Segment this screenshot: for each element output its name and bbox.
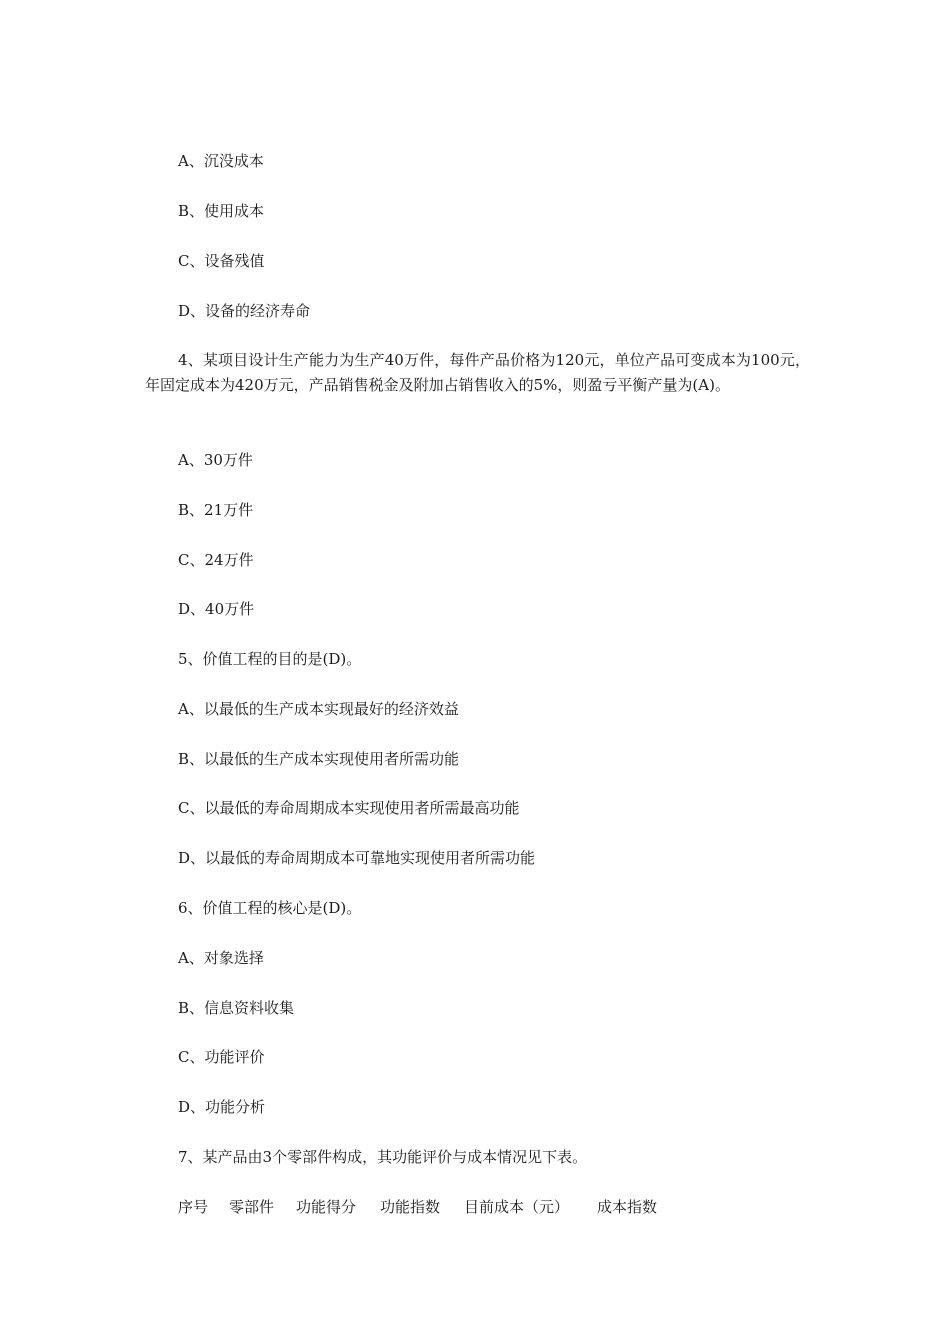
table-header-cell: 目前成本（元） [464, 1198, 570, 1216]
q3-option-b: B、使用成本 [178, 202, 265, 220]
table-header-cell: 功能得分 [296, 1198, 357, 1216]
table-header-cell: 成本指数 [597, 1198, 658, 1216]
table-header-cell: 序号 [178, 1198, 209, 1216]
q4-stem: 4、某项目设计生产能力为生产40万件，每件产品价格为120元，单位产品可变成本为100元，年固定成本为420万元，产品销售税金及附加占销售收入的5%，则盈亏平衡产量为(A)。 [145, 351, 810, 394]
q5-option-a: A、以最低的生产成本实现最好的经济效益 [178, 700, 459, 718]
q7-stem: 7、某产品由3个零部件构成，其功能评价与成本情况见下表。 [178, 1148, 588, 1166]
q3-option-c: C、设备残值 [178, 252, 265, 270]
q4-option-a: A、30万件 [178, 451, 253, 469]
q6-option-b: B、信息资料收集 [178, 999, 295, 1017]
q3-option-a: A、沉没成本 [178, 152, 264, 170]
q4-option-c: C、24万件 [178, 551, 254, 569]
q5-option-c: C、以最低的寿命周期成本实现使用者所需最高功能 [178, 799, 520, 817]
table-header-cell: 零部件 [229, 1198, 275, 1216]
q6-option-a: A、对象选择 [178, 949, 264, 967]
q5-stem: 5、价值工程的目的是(D)。 [178, 650, 362, 668]
q5-option-b: B、以最低的生产成本实现使用者所需功能 [178, 750, 460, 768]
q5-option-d: D、以最低的寿命周期成本可靠地实现使用者所需功能 [178, 849, 536, 867]
q6-stem: 6、价值工程的核心是(D)。 [178, 899, 362, 917]
q3-option-d: D、设备的经济寿命 [178, 302, 311, 320]
q6-option-d: D、功能分析 [178, 1098, 266, 1116]
q6-option-c: C、功能评价 [178, 1048, 265, 1066]
q4-option-d: D、40万件 [178, 600, 255, 618]
q4-option-b: B、21万件 [178, 501, 254, 519]
table-header-cell: 功能指数 [380, 1198, 441, 1216]
